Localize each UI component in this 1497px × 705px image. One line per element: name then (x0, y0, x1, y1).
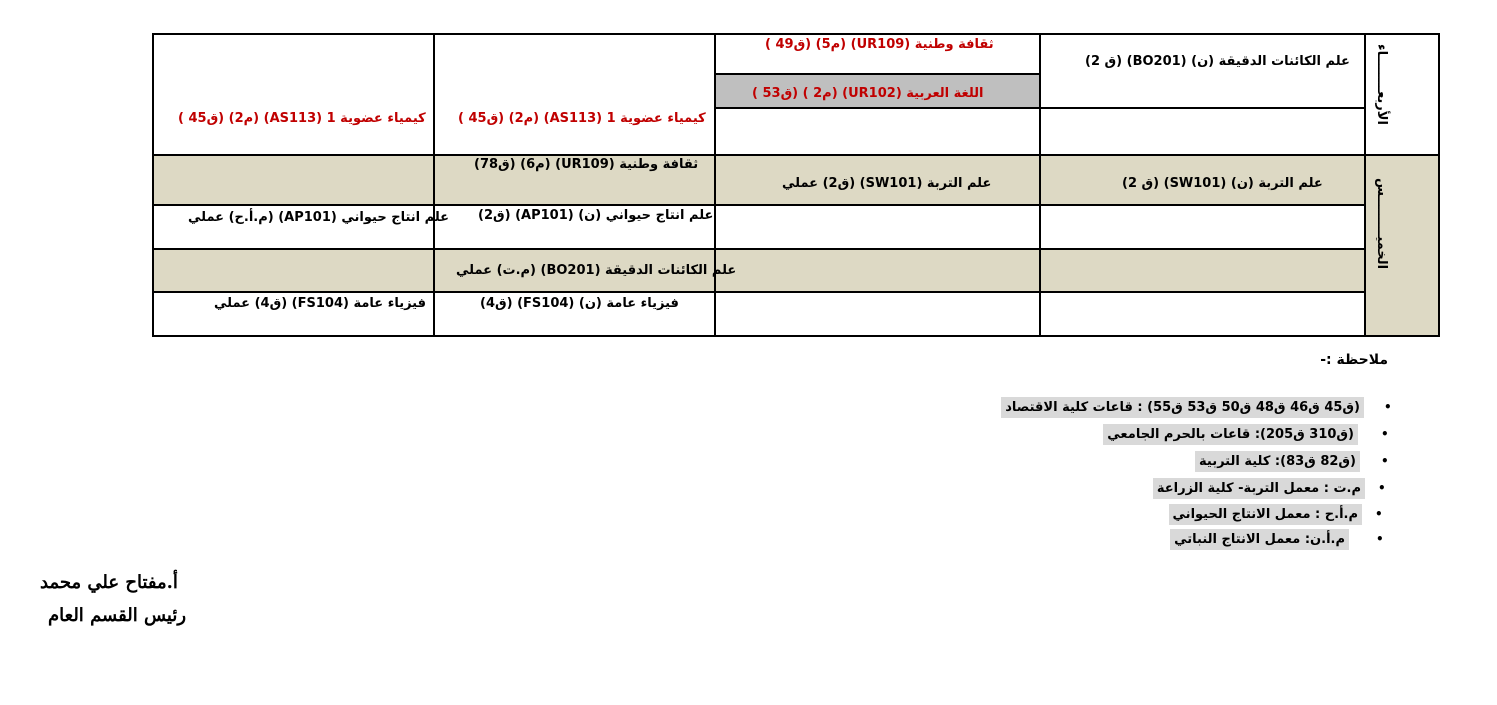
tan-row-bg (154, 250, 1364, 291)
bullet-icon: • (1376, 532, 1384, 546)
thu-slot4-course: ثقافة وطنية (UR109) (م6) (ق78) (474, 157, 699, 172)
note-item: (ق82 ق83): كلية التربية (1195, 451, 1360, 472)
thu-slot4-course-2: علم انتاج حيواني (ن) (AP101) (ق2) (478, 208, 714, 223)
bullet-icon: • (1381, 427, 1389, 441)
notes-title: ملاحظة :- (1320, 352, 1388, 368)
bullet-icon: • (1375, 507, 1383, 521)
wed-slot4-course: كيمياء عضوية 1 (AS113) (م2) (ق45 ) (458, 111, 706, 126)
wed-slot5-course: كيمياء عضوية 1 (AS113) (م2) (ق45 ) (178, 111, 426, 126)
thu-slot1-course: علم التربة (ن) (SW101) (ق 2) (1122, 176, 1323, 191)
thu-slot4-course-4: فيزياء عامة (ن) (FS104) (ق4) (480, 296, 679, 311)
wed-slot2-course-b: اللغة العربية (UR102) (م2 ) (ق53 ) (752, 86, 984, 101)
thu-slot2-course: علم التربة (SW101) (ق2) عملي (782, 176, 992, 191)
signature-name: أ.مفتاح علي محمد (40, 572, 178, 593)
note-item: م.أ.ح : معمل الانتاج الحيواني (1169, 504, 1362, 525)
thu-slot5-course-4: فيزياء عامة (FS104) (ق4) عملي (214, 296, 427, 311)
day-label-wednesday: الأربعــــــــاء (1374, 44, 1389, 125)
bullet-icon: • (1378, 481, 1386, 495)
bullet-icon: • (1381, 454, 1389, 468)
thu-slot4-course-3: علم الكائنات الدقيقة (BO201) (م.ت) عملي (456, 263, 737, 278)
thu-slot5-course-2: علم انتاج حيواني (AP101) (م.أ.ح) عملي (188, 210, 450, 225)
bullet-icon: • (1384, 400, 1392, 414)
schedule-table (0, 0, 1497, 340)
note-item: م.ت : معمل التربة- كلية الزراعة (1153, 478, 1365, 499)
note-item: (ق310 ق205): قاعات بالحرم الجامعي (1103, 424, 1358, 445)
signature-title: رئيس القسم العام (48, 605, 187, 626)
wed-slot1-course: علم الكائنات الدقيقة (ن) (BO201) (ق 2) (1085, 54, 1350, 69)
wed-slot2-course: ثقافة وطنية (UR109) (م5) (ق49 ) (765, 37, 994, 52)
note-item: م.أ.ن: معمل الانتاج النباتي (1170, 529, 1349, 550)
day-label-thursday: الخميـــــــــس (1374, 178, 1389, 270)
note-item: (ق45 ق46 ق48 ق50 ق53 ق55) : قاعات كلية الاقتصاد (1001, 397, 1364, 418)
